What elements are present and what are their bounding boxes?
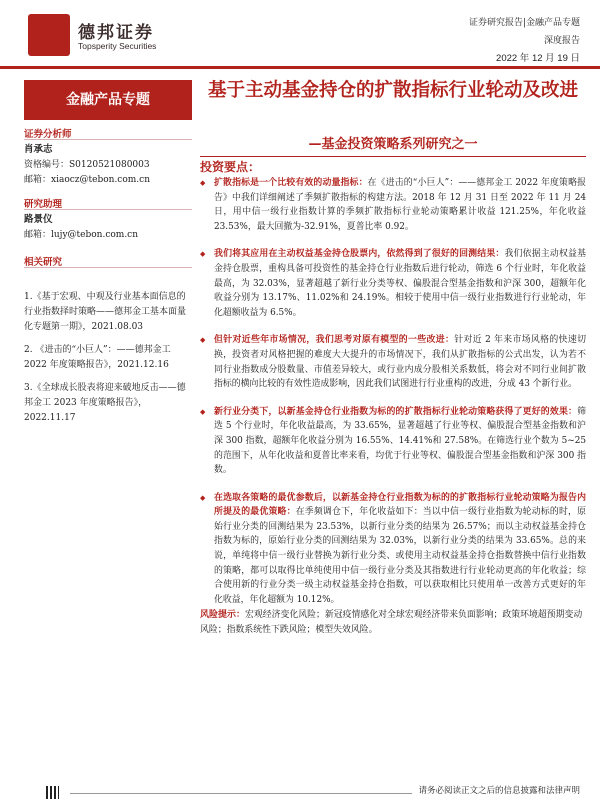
related-item[interactable]: 2. 《进击的“小巨人”：——德邦金工 2022 年度策略报告》，2021.12.16 bbox=[24, 345, 171, 370]
key-point-lead: 扩散指标是一个比较有效的动量指标： bbox=[214, 178, 368, 188]
qr-code-icon bbox=[46, 786, 59, 799]
section-heading: 投资要点： bbox=[200, 160, 261, 174]
related-item[interactable]: 3.《全球成长股表将迎来破地反击——德邦金工 2023 年度策略报告》，2022.11.17 bbox=[24, 383, 186, 423]
analyst-heading: 证券分析师 bbox=[24, 129, 72, 140]
disclaimer-note: 请务必阅读正文之后的信息披露和法律声明 bbox=[412, 784, 580, 796]
related-divider bbox=[24, 267, 192, 268]
related-heading: 相关研究 bbox=[24, 257, 63, 268]
key-point bbox=[200, 333, 586, 391]
key-point-lead: 新行业分类下，以新基金持仓行业指数为标的的扩散指标行业轮动策略获得了更好的效果： bbox=[214, 406, 578, 417]
analyst-name: 肖承志 bbox=[24, 144, 53, 155]
brand-logo bbox=[28, 14, 218, 58]
report-depth: 深度报告 bbox=[543, 36, 580, 46]
analyst-email[interactable]: 邮箱：xiaocz@tebon.com.cn bbox=[24, 175, 150, 185]
assistant-email[interactable]: 邮箱：lujy@tebon.com.cn bbox=[24, 230, 139, 240]
sidebar bbox=[0, 72, 193, 780]
related-list bbox=[24, 290, 192, 434]
analyst-divider bbox=[24, 139, 192, 140]
main-content bbox=[200, 72, 586, 770]
report-type: 证券研究报告|金融产品专题 bbox=[468, 18, 580, 28]
key-point bbox=[200, 247, 586, 320]
assistant-divider bbox=[24, 209, 192, 210]
report-header bbox=[469, 14, 580, 68]
brand-name: 德邦证券 bbox=[78, 23, 154, 43]
analyst-info bbox=[24, 142, 194, 188]
key-point-body: 筛选 5 个行业时，年化收益最高，为 33.65%，显著超越了行业等权、偏股混合型基金指数和沪深 300 指数，超额年化收益分别为 16.55%、14.41%和 27.58%。在筛选行业个数为 5~25 的范围下，从年化收益和夏普比率来看，均优于行业等权、偏股混合型基金指数和沪深 300 指数。 bbox=[214, 406, 586, 476]
key-point-lead: 我们将其应用在主动权益基金持仓股票内，依然得到了很好的回测结果： bbox=[214, 249, 505, 260]
report-date: 2022 年 12 月 19 日 bbox=[496, 53, 580, 64]
assistant-name: 路景仪 bbox=[24, 214, 53, 225]
key-point bbox=[200, 491, 586, 608]
key-points bbox=[200, 176, 586, 620]
related-item[interactable]: 1.《基于宏观、中观及行业基本面信息的行业指数择时策略——德邦金工基本面量化专题第一期》，2021.08.03 bbox=[24, 292, 187, 332]
report-subtitle: —基金投资策略系列研究之一 bbox=[308, 137, 478, 152]
title-divider bbox=[200, 156, 586, 157]
logo-mark-icon bbox=[28, 14, 70, 56]
report-title: 基于主动基金持仓的扩散指标行业轮动及改进 bbox=[207, 80, 578, 101]
category-tag: 金融产品专题 bbox=[24, 80, 192, 120]
key-point bbox=[200, 176, 586, 234]
key-point-lead: 但针对近些年市场情况，我们思考对原有模型的一些改进： bbox=[214, 335, 455, 346]
header-divider bbox=[0, 66, 600, 69]
assistant-heading: 研究助理 bbox=[24, 199, 63, 210]
risk-body: 宏观经济变化风险；新冠疫情感化对全球宏观经济带来负面影响；政策环境超预期变动风险；指数系统性下跌风险；模型失效风险。 bbox=[200, 610, 583, 635]
assistant-info bbox=[24, 212, 194, 243]
key-point-body: 我们依据主动权益基金持仓股票，重构具备可投资性的基金持仓行业指数后进行轮动，筛选 6 个行业时，年化收益最高，为 32.03%，显著超越了新行业分类等权、偏股混合型基金指数和沪深 300，超额年化收益分别为 13.17%、11.02%和 24.19%。相较于使用中信一级行业指数进行行业轮动，年化超额收益为 6.5%。 bbox=[214, 249, 586, 318]
key-point-body: 在季频调仓下，年化收益如下：当以中信一级行业指数为轮动标的时，原始行业分类的回测结果为 23.53%，以新行业分类的结果为 26.57%；而以主动权益基金持仓指数为标的，原始行业分类的回测结果为 32.03%，以新行业分类的结果为 33.65%。总的来说，单纯将中信一级行业替换为新行业分类、或使用主动权益基金持仓指数替换中信行业指数的策略，都可以取得比单纯使用中信一级行业分类及其指数进行行业轮动更高的年化收益；综合使用新的行业分类一级主动权益基金持仓指数，可以获取相比只使用单一改善方式更好的年化收益，年化超额为 10.12%。 bbox=[214, 507, 586, 605]
key-point-body: 针对近 2 年来市场风格的快速切换，投资者对风格把握的难度大大提升的市场情况下，我们从扩散指标的公式出发，认为若不同行业指数成分股数量、市值差异较大，或行业内成分股相关系数低，将会对不同行业间扩散指标的横向比较的有效性造成影响，因此我们试图进行行业重构的改进，分成 43 个新行业。 bbox=[214, 335, 586, 390]
key-point bbox=[200, 405, 586, 478]
risk-lead: 风险提示： bbox=[200, 610, 246, 620]
key-point-body: 在《进击的“小巨人”：——德邦金工 2022 年度策略报告》中我们详细阐述了季频扩散指标的构建方法。2018 年 12 月 31 日至 2022 年 11 月 24 日，用中信一级行业指数计算的季频扩散指标行业轮动策略累计收益 121.25%，年化收益 23.53%，最大回撤为-32.91%，夏普比率 0.92。 bbox=[214, 178, 586, 232]
key-point-lead: 在选取各策略的最优参数后，以新基金持仓行业指数为标的的扩散指标行业轮动策略为报告内所提及的最优策略： bbox=[214, 492, 586, 518]
brand-name-en: Topsperity Securities bbox=[78, 41, 157, 51]
risk-warning bbox=[200, 608, 586, 638]
analyst-cert: 资格编号：S0120521080003 bbox=[24, 160, 150, 170]
